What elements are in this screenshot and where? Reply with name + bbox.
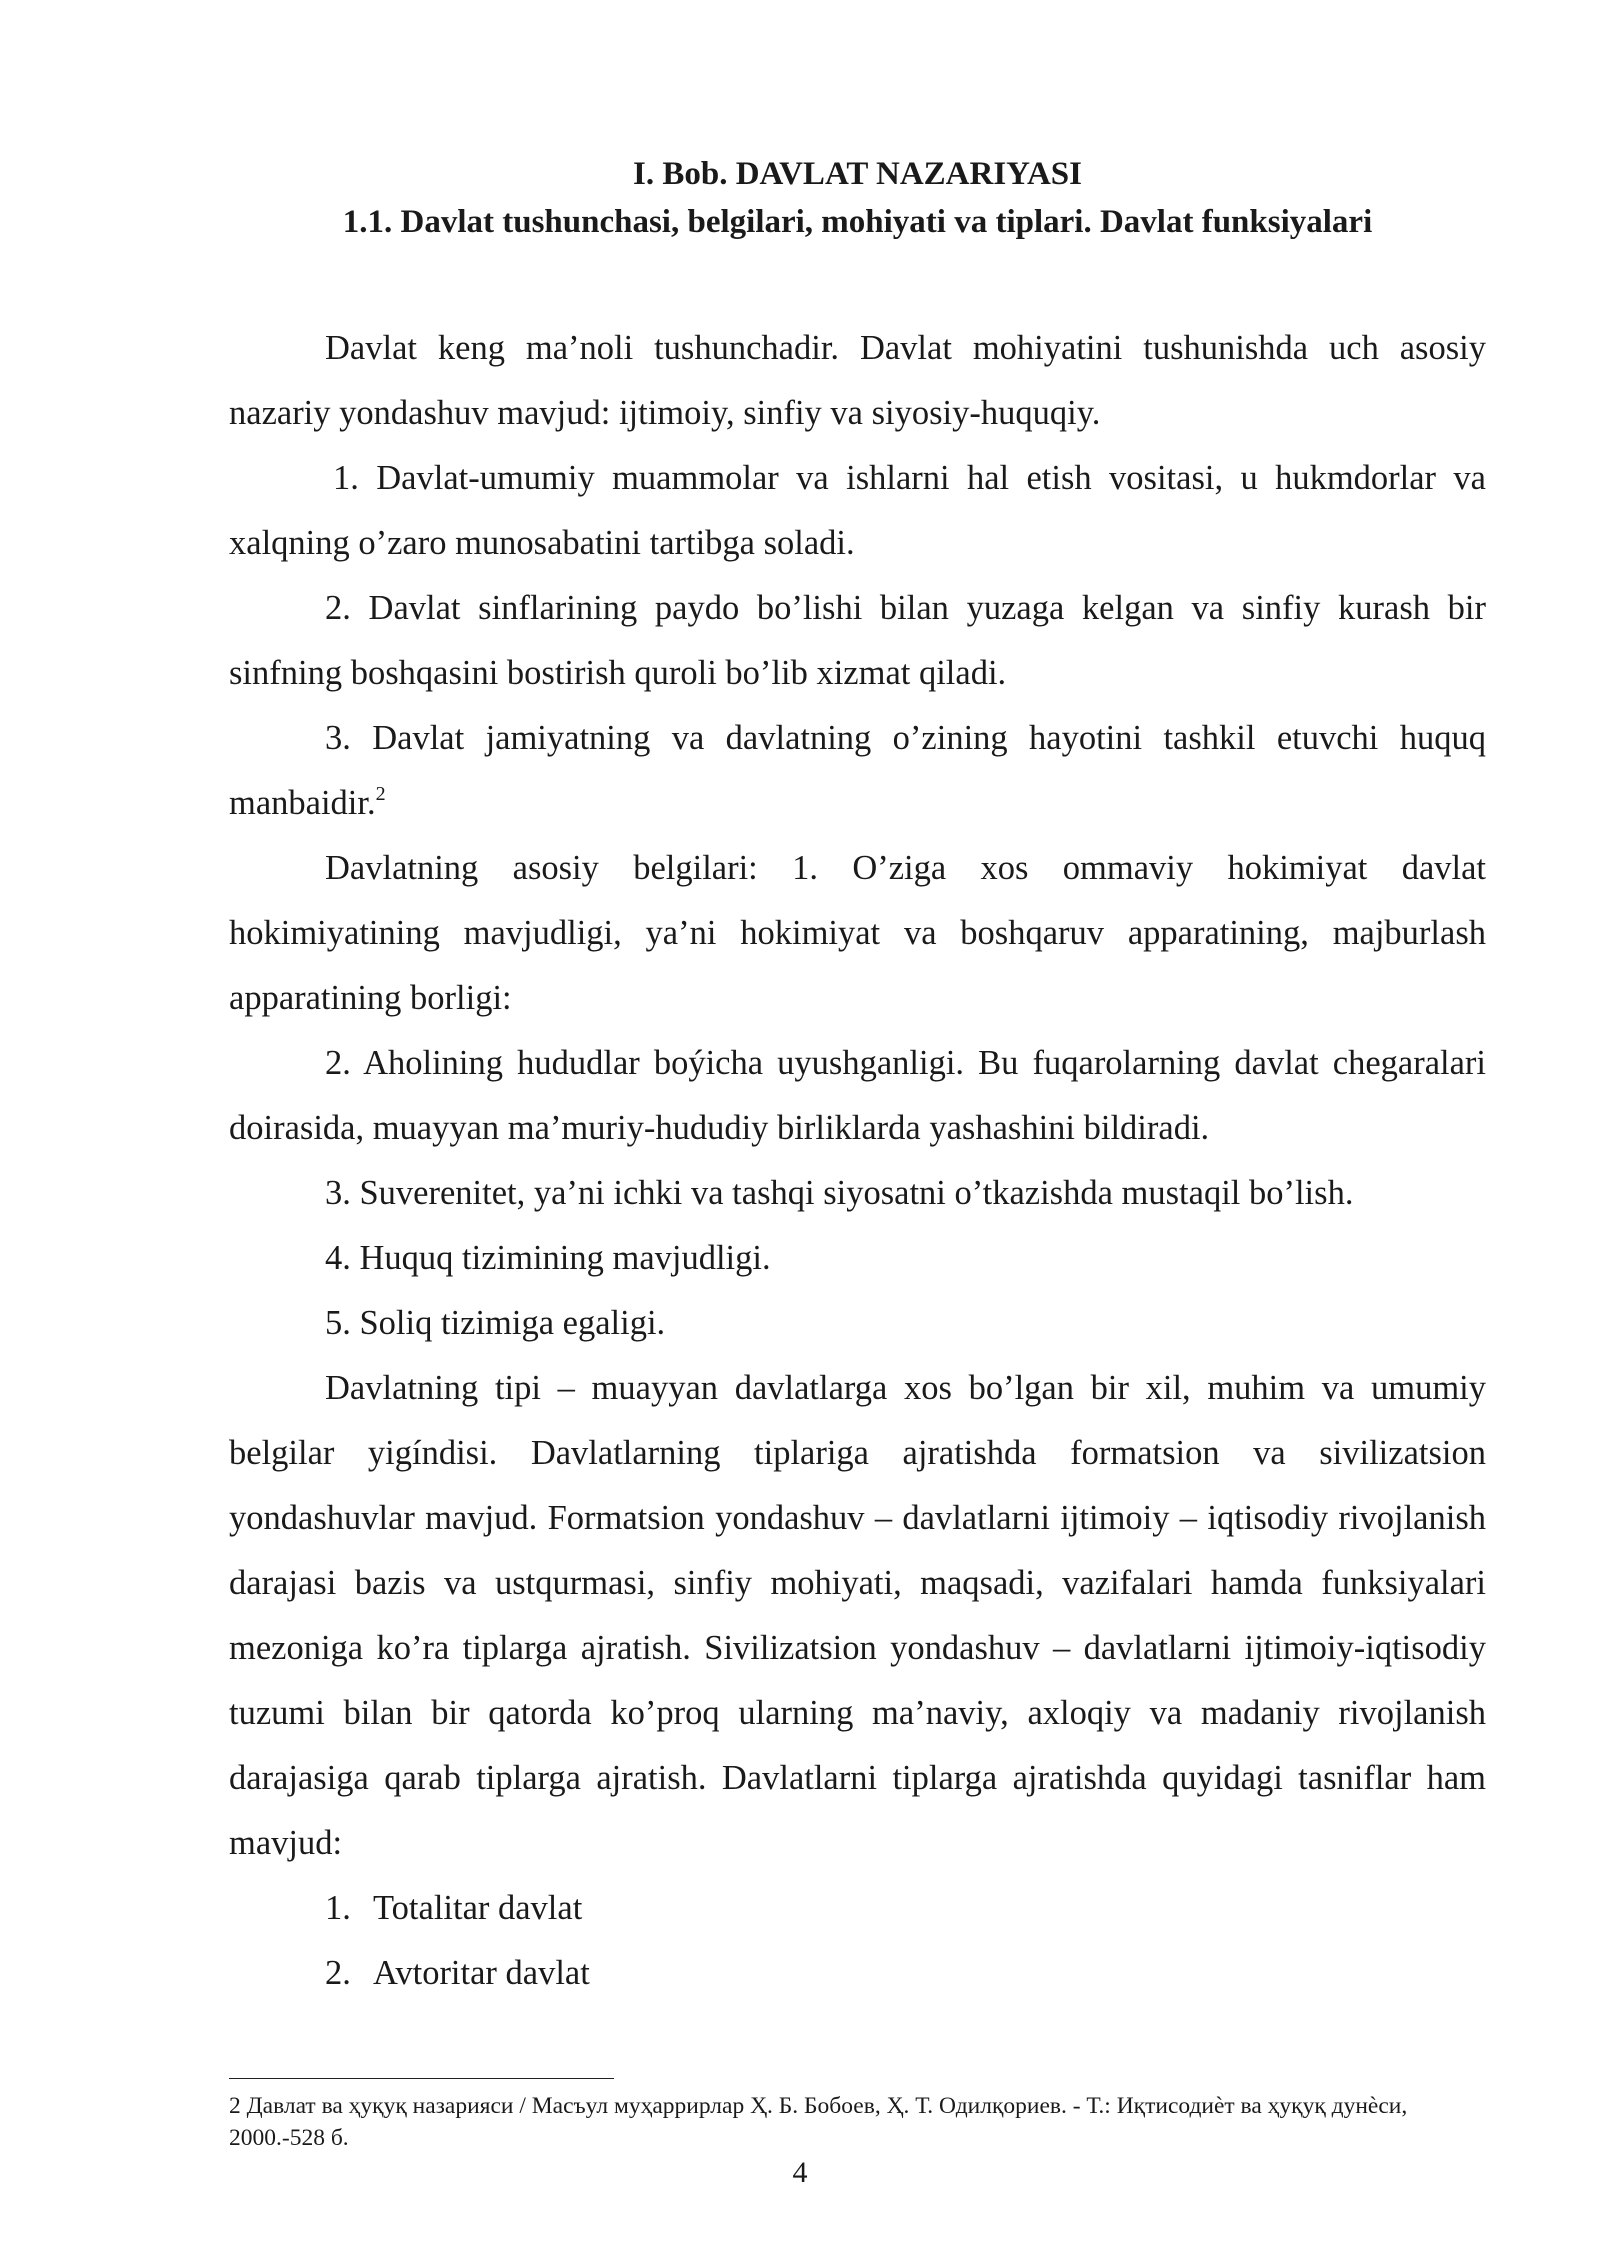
list-item-number: 2. — [325, 1954, 351, 1992]
footnote-ref[interactable]: 2 — [375, 783, 386, 805]
paragraph-features-5: 5. Soliq tizimiga egaligi. — [325, 1304, 666, 1342]
footnote: 2 Давлат ва ҳуқуқ назарияси / Масъул муҳаррирлар Ҳ. Б. Бобоев, Ҳ. Т. Одилқориев. - Т.: Иқтисодиѐт ва ҳуқуқ дунѐси, 2000.-528 б. — [229, 2093, 1408, 2151]
section-title: 1.1. Davlat tushunchasi, belgilari, mohiyati va tiplari. Davlat funksiyalari — [342, 204, 1373, 240]
page-body — [229, 150, 1486, 2006]
list-item — [229, 1941, 1486, 2006]
chapter-title: I. Bob. DAVLAT NAZARIYASI — [632, 156, 1082, 192]
paragraph-features-2: 2. Aholining hududlar boýicha uyushganligi. Bu fuqarolarning davlat chegaralari doirasida, muayyan ma’muriy-hududiy birliklarda yashashini bildiradi. — [229, 1044, 1486, 1147]
paragraph-approach-3-text: 3. Davlat jamiyatning va davlatning o’zining hayotini tashkil etuvchi huquq manbaidir. — [229, 719, 1486, 822]
paragraph-intro: Davlat keng ma’noli tushunchadir. Davlat mohiyatini tushunishda uch asosiy nazariy yondashuv mavjud: ijtimoiy, sinfiy va siyosiy-huquqiy. — [229, 329, 1486, 432]
page-number: 4 — [792, 2156, 808, 2189]
paragraph-features-3: 3. Suverenitet, ya’ni ichki va tashqi siyosatni o’tkazishda mustaqil bo’lish. — [325, 1174, 1354, 1212]
list-item — [229, 1876, 1486, 1941]
paragraph-state-types: Davlatning tipi – muayyan davlatlarga xos bo’lgan bir xil, muhim va umumiy belgilar yigíndisi. Davlatlarning tiplariga ajratishda formatsion va sivilizatsion yondashuvlar mavjud. Formatsion yondashuv – davlatlarni ijtimoiy – iqtisodiy rivojlanish darajasi bazis va ustqurmasi, sinfiy mohiyati, maqsadi, vazifalari hamda funksiyalari mezoniga ko’ra tiplarga ajratish. Sivilizatsion yondashuv – davlatlarni ijtimoiy-iqtisodiy tuzumi bilan bir qatorda ko’proq ularning ma’naviy, axloqiy va madaniy rivojlanish darajasiga qarab tiplarga ajratish. Davlatlarni tiplarga ajratishda quyidagi tasniflar ham mavjud: — [229, 1369, 1486, 1862]
paragraph-approach-3 — [229, 706, 1486, 836]
paragraph-approach-1: 1. Davlat-umumiy muammolar va ishlarni hal etish vositasi, u hukmdorlar va xalqning o’zaro munosabatini tartibga soladi. — [229, 459, 1486, 562]
list-item-text: Avtoritar davlat — [373, 1954, 590, 1992]
paragraph-approach-2: 2. Davlat sinflarining paydo bo’lishi bilan yuzaga kelgan va sinfiy kurash bir sinfning boshqasini bostirish quroli bo’lib xizmat qiladi. — [229, 589, 1486, 692]
footnote-divider — [229, 2078, 614, 2079]
paragraph-features-4: 4. Huquq tizimining mavjudligi. — [325, 1239, 771, 1277]
paragraph-features-1: Davlatning asosiy belgilari: 1. O’ziga xos ommaviy hokimiyat davlat hokimiyatining mavjudligi, ya’ni hokimiyat va boshqaruv apparatining, majburlash apparatining borligi: — [229, 849, 1486, 1017]
list-item-number: 1. — [325, 1889, 351, 1927]
list-item-text: Totalitar davlat — [373, 1889, 583, 1927]
